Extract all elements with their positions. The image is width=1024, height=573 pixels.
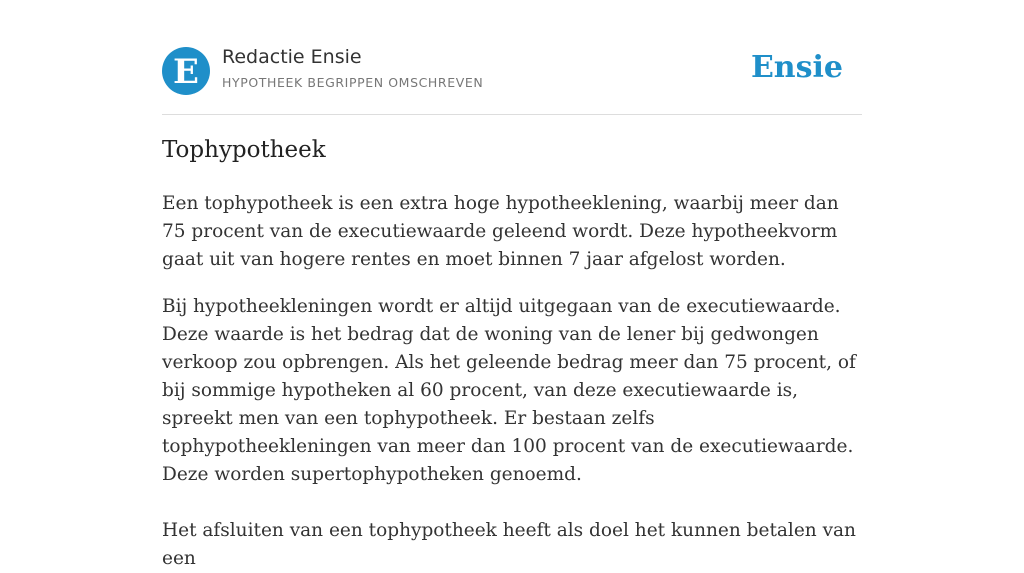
author-avatar[interactable] [162,47,210,95]
article-body [162,190,862,573]
paragraph: Het afsluiten van een tophypotheek heeft als doel het kunnen betalen van een [162,520,856,569]
paragraph: Bij hypotheekleningen wordt er altijd uitgegaan van de executiewaarde. Deze waarde is het bedrag dat de woning van de lener bij gedwongen verkoop zou opbrengen. Als het geleende bedrag meer dan 75 procent, of bij sommige hypotheken al 60 procent, van deze executiewaarde is, spreekt men van een tophypotheek. Er bestaan zelfs tophypotheekleningen van meer dan 100 procent van de executiewaarde. Deze worden supertophypotheken genoemd. [162,296,856,485]
category-label[interactable]: HYPOTHEEK BEGRIPPEN OMSCHREVEN [222,75,484,90]
article-header [162,46,862,115]
brand-logo[interactable]: Ensie [750,50,843,85]
paragraph: Een tophypotheek is een extra hoge hypotheeklening, waarbij meer dan 75 procent van de executiewaarde geleend wordt. Deze hypotheekvorm gaat uit van hogere rentes en moet binnen 7 jaar afgelost worden. [162,193,839,270]
ensie-logo-icon: E [173,51,199,92]
author-name[interactable]: Redactie Ensie [222,46,362,68]
article-title: Tophypotheek [162,137,326,163]
